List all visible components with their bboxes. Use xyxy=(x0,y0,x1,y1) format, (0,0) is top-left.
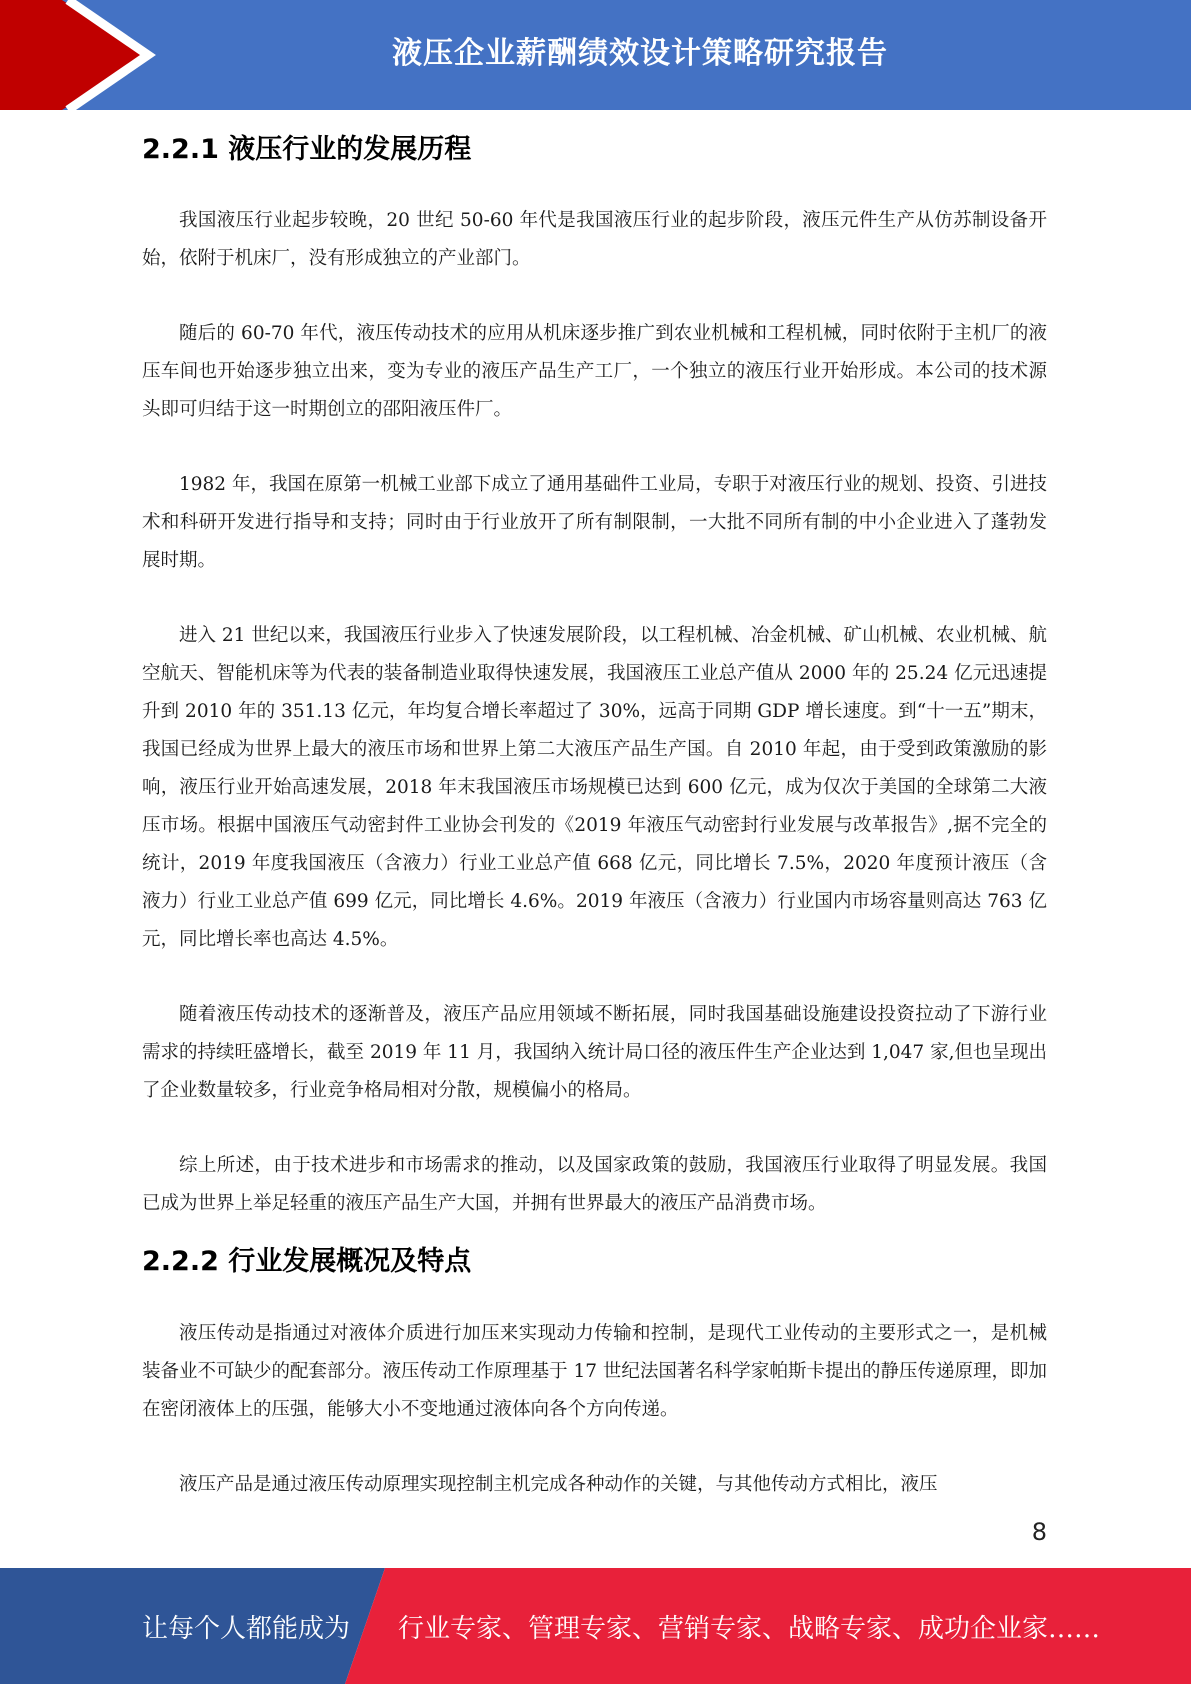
paragraph: 我国液压行业起步较晚，20 世纪 50-60 年代是我国液压行业的起步阶段，液压元件生产从仿苏制设备开始，依附于机床厂，没有形成独立的产业部门。 xyxy=(142,210,1047,269)
report-title: 液压企业薪酬绩效设计策略研究报告 xyxy=(392,36,888,71)
section-heading-2-2-1: 2.2.1 液压行业的发展历程 xyxy=(142,134,472,165)
page-footer xyxy=(0,1568,1191,1684)
footer-slogan-left: 让每个人都能成为 xyxy=(142,1613,351,1644)
paragraph: 1982 年，我国在原第一机械工业部下成立了通用基础件工业局，专职于对液压行业的规划、投资、引进技术和科研开发进行指导和支持；同时由于行业放开了所有制限制，一大批不同所有制的中小企业进入了蓬勃发展时期。 xyxy=(142,474,1047,571)
paragraph: 随着液压传动技术的逐渐普及，液压产品应用领域不断拓展，同时我国基础设施建设投资拉动了下游行业需求的持续旺盛增长，截至 2019 年 11 月，我国纳入统计局口径的液压件生产企业达到 1,047 家,但也呈现出了企业数量较多，行业竞争格局相对分散，规模偏小的格局。 xyxy=(142,1004,1047,1101)
document-body xyxy=(142,130,1047,1541)
paragraph: 综上所述，由于技术进步和市场需求的推动，以及国家政策的鼓励，我国液压行业取得了明显发展。我国已成为世界上举足轻重的液压产品生产大国，并拥有世界最大的液压产品消费市场。 xyxy=(142,1155,1047,1214)
paragraph: 液压传动是指通过对液体介质进行加压来实现动力传输和控制，是现代工业传动的主要形式之一，是机械装备业不可缺少的配套部分。液压传动工作原理基于 17 世纪法国著名科学家帕斯卡提出的静压传递原理，即加在密闭液体上的压强，能够大小不变地通过液体向各个方向传递。 xyxy=(142,1323,1047,1420)
header-red-chevron xyxy=(0,0,148,110)
page-header xyxy=(0,0,1191,110)
paragraph: 液压产品是通过液压传动原理实现控制主机完成各种动作的关键，与其他传动方式相比，液压 xyxy=(179,1474,938,1495)
paragraph: 进入 21 世纪以来，我国液压行业步入了快速发展阶段，以工程机械、冶金机械、矿山机械、农业机械、航空航天、智能机床等为代表的装备制造业取得快速发展，我国液压工业总产值从 2000 年的 25.24 亿元迅速提升到 2010 年的 351.13 亿元，年均复合增长率超过了 30%，远高于同期 GDP 增长速度。到“十一五”期末，我国已经成为世界上最大的液压市场和世界上第二大液压产品生产国。自 2010 年起，由于受到政策激励的影响，液压行业开始高速发展，2018 年末我国液压市场规模已达到 600 亿元，成为仅次于美国的全球第二大液压市场。根据中国液压气动密封件工业协会刊发的《2019 年液压气动密封行业发展与改革报告》,据不完全的统计，2019 年度我国液压（含液力）行业工业总产值 668 亿元，同比增长 7.5%，2020 年度预计液压（含液力）行业工业总产值 699 亿元，同比增长 4.6%。2019 年液压（含液力）行业国内市场容量则高达 763 亿元，同比增长率也高达 4.5%。 xyxy=(142,625,1047,950)
section-heading-2-2-2: 2.2.2 行业发展概况及特点 xyxy=(142,1246,472,1277)
paragraph: 随后的 60-70 年代，液压传动技术的应用从机床逐步推广到农业机械和工程机械，同时依附于主机厂的液压车间也开始逐步独立出来，变为专业的液压产品生产工厂，一个独立的液压行业开始形成。本公司的技术源头即可归结于这一时期创立的邵阳液压件厂。 xyxy=(142,323,1047,420)
page-number: 8 xyxy=(1031,1518,1047,1546)
footer-slogan-right: 行业专家、管理专家、营销专家、战略专家、成功企业家…… xyxy=(398,1613,1101,1644)
